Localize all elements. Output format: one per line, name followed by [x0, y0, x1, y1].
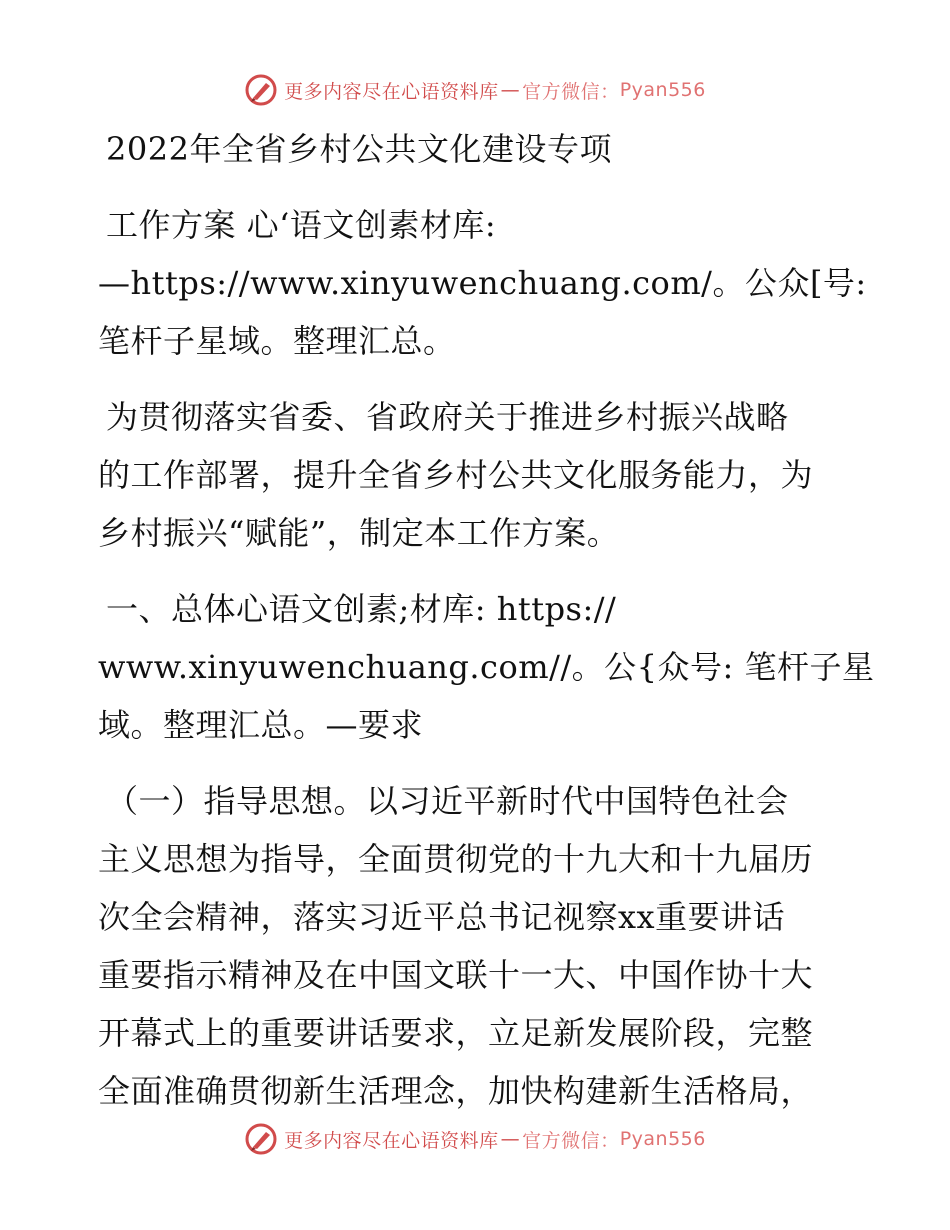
banner-separator: —	[500, 79, 521, 101]
banner-text: 更多内容尽在心语资料库	[284, 1129, 499, 1152]
paragraph-line: 主义思想为指导，全面贯彻党的十九大和十九届历	[98, 840, 814, 878]
banner-wechat-label: 官方微信：	[522, 1129, 620, 1152]
banner-wechat-id: Pyan556	[619, 79, 706, 101]
banner-wechat-id: Pyan556	[619, 1128, 706, 1150]
paragraph-line: 重要指示精神及在中国文联十一大、中国作协十大	[98, 956, 814, 994]
paragraph-line: （一）指导思想。以习近平新时代中国特色社会	[106, 782, 789, 820]
section-heading-line: 域。整理汇总。—要求	[98, 706, 424, 744]
banner-separator: —	[500, 1128, 521, 1150]
document-title: 2022年全省乡村公共文化建设专项	[106, 130, 612, 168]
paragraph-line: 次全会精神，落实习近平总书记视察xx重要讲话	[98, 898, 786, 936]
paragraph-line: 全面准确贯彻新生活理念，加快构建新生活格局，	[98, 1072, 814, 1110]
footer-watermark-banner	[0, 1119, 950, 1159]
intro-line: 乡村振兴“赋能”，制定本工作方案。	[98, 514, 620, 552]
subtitle-line: 笔杆子星域。整理汇总。	[98, 322, 456, 360]
section-heading-line: www.xinyuwenchuang.com//。公{众号: 笔杆子星	[98, 648, 875, 686]
intro-line: 为贯彻落实省委、省政府关于推进乡村振兴战略	[106, 398, 789, 436]
banner-wechat-label: 官方微信：	[522, 80, 620, 103]
document-body	[98, 120, 875, 1120]
intro-line: 的工作部署，提升全省乡村公共文化服务能力，为	[98, 456, 814, 494]
subtitle-line: —https://www.xinyuwenchuang.com/。公众[号:	[98, 264, 867, 302]
banner-text: 更多内容尽在心语资料库	[284, 80, 499, 103]
paragraph-line: 开幕式上的重要讲话要求，立足新发展阶段，完整	[98, 1014, 814, 1052]
header-watermark-banner	[0, 70, 950, 110]
subtitle-line: 工作方案 心‘语文创素材库:	[106, 206, 497, 244]
section-heading-line: 一、总体心语文创素;材库: https://	[106, 590, 617, 628]
pen-seal-icon	[244, 73, 278, 107]
pen-seal-icon	[244, 1122, 278, 1156]
